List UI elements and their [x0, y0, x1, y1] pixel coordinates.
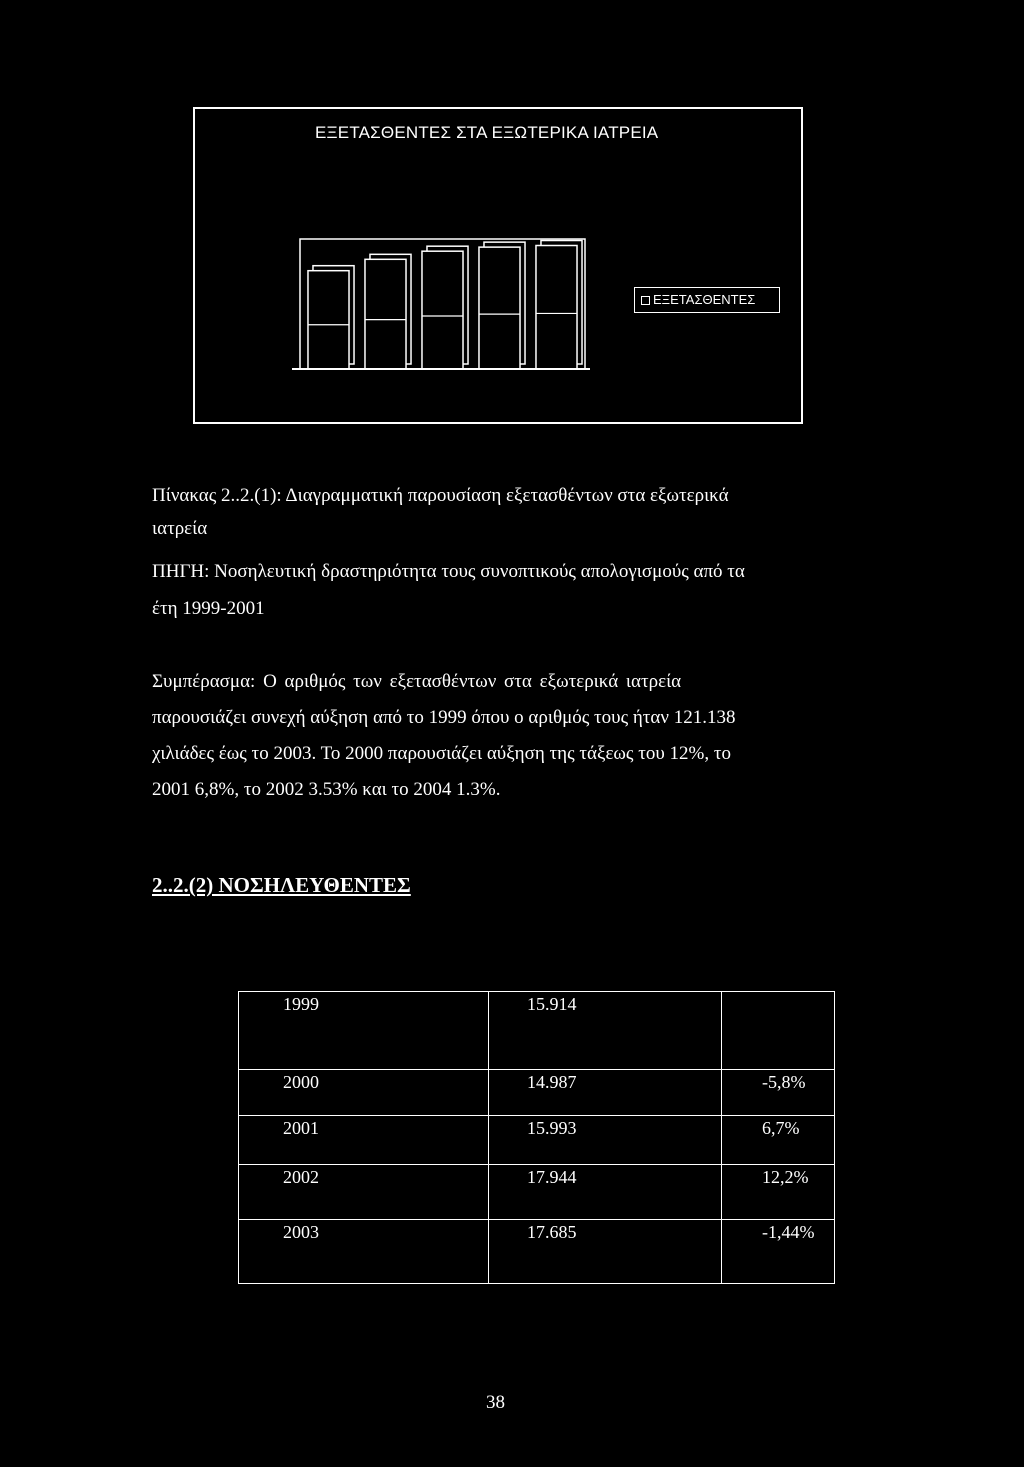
- change-cell: -1,44%: [722, 1220, 835, 1284]
- bar: [479, 242, 525, 369]
- section-heading: 2..2.(2) ΝΟΣΗΛΕΥΘΕΝΤΕΣ: [152, 873, 411, 897]
- table-row: [239, 992, 835, 1070]
- conclusion-line-4: 2001 6,8%, το 2002 3.53% και το 2004 1.3%.: [152, 779, 501, 800]
- bar: [422, 246, 468, 369]
- data-table: [238, 991, 835, 1284]
- year-cell: 2003: [239, 1220, 489, 1284]
- table-row: [239, 1165, 835, 1220]
- table-row: [239, 1220, 835, 1284]
- year-cell: 2002: [239, 1165, 489, 1220]
- caption-line-2: ιατρεία: [152, 518, 208, 539]
- chart-title: ΕΞΕΤΑΣΘΕΝΤΕΣ ΣΤΑ ΕΞΩΤΕΡΙΚΑ ΙΑΤΡΕΙΑ: [315, 123, 659, 142]
- conclusion-line-1: Συμπέρασμα: Ο αριθμός των εξετασθέντων στα εξωτερικά ιατρεία: [152, 671, 682, 692]
- table-row: [239, 1116, 835, 1165]
- count-cell: 14.987: [489, 1070, 722, 1116]
- change-cell: 12,2%: [722, 1165, 835, 1220]
- chart-frame: [193, 107, 803, 424]
- bar: [365, 254, 411, 369]
- change-cell: 6,7%: [722, 1116, 835, 1165]
- page-number: 38: [486, 1392, 505, 1413]
- legend-swatch: [641, 296, 650, 305]
- chart-legend: [634, 287, 780, 313]
- count-cell: 15.993: [489, 1116, 722, 1165]
- count-cell: 17.944: [489, 1165, 722, 1220]
- caption-line-1: Πίνακας 2..2.(1): Διαγραμματική παρουσίαση εξετασθέντων στα εξωτερικά: [152, 485, 729, 506]
- caption-line-4: έτη 1999-2001: [152, 598, 265, 619]
- conclusion-line-3: χιλιάδες έως το 2003. Το 2000 παρουσιάζει αύξηση της τάξεως του 12%, το: [152, 743, 731, 764]
- bar-chart: [295, 229, 595, 374]
- year-cell: 2000: [239, 1070, 489, 1116]
- bar: [536, 241, 582, 370]
- count-cell: 17.685: [489, 1220, 722, 1284]
- year-cell: 1999: [239, 992, 489, 1070]
- legend-label: ΕΞΕΤΑΣΘΕΝΤΕΣ: [653, 292, 756, 307]
- caption-line-3: ΠΗΓΗ: Νοσηλευτική δραστηριότητα τους συνοπτικούς απολογισμούς από τα: [152, 561, 745, 582]
- change-cell: -5,8%: [722, 1070, 835, 1116]
- year-cell: 2001: [239, 1116, 489, 1165]
- count-cell: 15.914: [489, 992, 722, 1070]
- bar: [308, 266, 354, 369]
- table-row: [239, 1070, 835, 1116]
- conclusion-line-2: παρουσιάζει συνεχή αύξηση από το 1999 όπου ο αριθμός τους ήταν 121.138: [152, 707, 736, 728]
- change-cell: [722, 992, 835, 1070]
